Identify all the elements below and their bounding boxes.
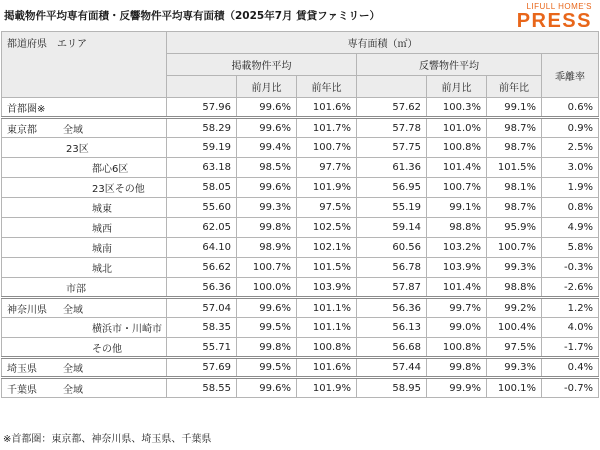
area-cell <box>2 198 167 218</box>
value-cell-div: 2.5% <box>542 138 599 158</box>
value-cell-listed-yoy: 101.7% <box>297 118 357 138</box>
value-cell-listed: 58.05 <box>167 178 237 198</box>
value-cell-resp: 56.36 <box>357 298 427 318</box>
value-cell-resp: 58.95 <box>357 378 427 398</box>
value-cell-div: -0.3% <box>542 258 599 278</box>
area-label: 城東 <box>92 204 112 215</box>
table-row <box>2 318 599 338</box>
value-cell-resp-mom: 99.1% <box>427 198 487 218</box>
value-cell-resp-mom: 103.9% <box>427 258 487 278</box>
value-cell-resp-yoy: 101.5% <box>487 158 542 178</box>
value-cell-resp: 56.68 <box>357 338 427 358</box>
value-cell-listed-mom: 99.4% <box>237 138 297 158</box>
area-label: 市部 <box>66 283 86 295</box>
value-cell-resp: 56.95 <box>357 178 427 198</box>
area-label: 23区 <box>66 144 89 155</box>
value-cell-div: 1.9% <box>542 178 599 198</box>
value-cell-listed-yoy: 101.6% <box>297 358 357 378</box>
area-label: 23区その他 <box>92 184 145 195</box>
value-cell-resp-mom: 98.8% <box>427 218 487 238</box>
lifull-homes-press-logo <box>517 2 592 31</box>
logo-brand-text: LIFULL HOME'S <box>526 2 592 11</box>
table-row <box>2 178 599 198</box>
page-title: 掲載物件平均専有面積・反響物件平均専有面積（2025年7月 賃貸ファミリー） <box>4 10 380 22</box>
table-row <box>2 118 599 138</box>
value-cell-listed: 64.10 <box>167 238 237 258</box>
value-cell-listed: 55.60 <box>167 198 237 218</box>
value-cell-resp-yoy: 99.3% <box>487 258 542 278</box>
header-resp-value <box>357 76 427 98</box>
area-label: 全域 <box>63 384 83 396</box>
value-cell-resp-mom: 100.7% <box>427 178 487 198</box>
value-cell-resp: 57.78 <box>357 118 427 138</box>
value-cell-resp: 57.62 <box>357 98 427 118</box>
value-cell-resp-mom: 99.8% <box>427 358 487 378</box>
value-cell-div: 0.4% <box>542 358 599 378</box>
value-cell-listed-mom: 99.5% <box>237 318 297 338</box>
value-cell-resp-mom: 100.8% <box>427 138 487 158</box>
header-divergence: 乖離率 <box>542 54 599 98</box>
value-cell-resp-mom: 99.7% <box>427 298 487 318</box>
value-cell-resp-yoy: 98.7% <box>487 118 542 138</box>
table-row <box>2 158 599 178</box>
area-cell <box>2 358 167 378</box>
value-cell-listed: 57.04 <box>167 298 237 318</box>
value-cell-resp-mom: 99.9% <box>427 378 487 398</box>
value-cell-div: 4.9% <box>542 218 599 238</box>
header-listed-avg: 掲載物件平均 <box>167 54 357 76</box>
area-label: 横浜市・川崎市 <box>92 324 162 335</box>
value-cell-listed-mom: 99.6% <box>237 378 297 398</box>
value-cell-resp: 56.13 <box>357 318 427 338</box>
table-row <box>2 238 599 258</box>
area-label: 全域 <box>63 364 83 375</box>
value-cell-listed-yoy: 103.9% <box>297 278 357 298</box>
area-cell <box>2 98 167 118</box>
table-body <box>2 98 599 398</box>
value-cell-listed-yoy: 101.1% <box>297 318 357 338</box>
value-cell-listed-mom: 100.0% <box>237 278 297 298</box>
area-cell <box>2 178 167 198</box>
area-cell <box>2 258 167 278</box>
value-cell-listed-yoy: 102.5% <box>297 218 357 238</box>
prefecture-label: 東京都 <box>7 124 37 136</box>
table-row <box>2 338 599 358</box>
area-label: 城北 <box>92 264 112 275</box>
area-cell <box>2 298 167 318</box>
value-cell-resp: 56.78 <box>357 258 427 278</box>
value-cell-listed-yoy: 100.8% <box>297 338 357 358</box>
value-cell-resp-mom: 103.2% <box>427 238 487 258</box>
value-cell-resp-yoy: 98.8% <box>487 278 542 298</box>
value-cell-listed-mom: 99.5% <box>237 358 297 378</box>
value-cell-resp-mom: 99.0% <box>427 318 487 338</box>
value-cell-resp-mom: 101.0% <box>427 118 487 138</box>
value-cell-resp-mom: 101.4% <box>427 278 487 298</box>
value-cell-listed-mom: 99.6% <box>237 98 297 118</box>
value-cell-listed-mom: 99.3% <box>237 198 297 218</box>
area-cell <box>2 378 167 398</box>
header-resp-yoy: 前年比 <box>487 76 542 98</box>
area-cell <box>2 318 167 338</box>
value-cell-listed: 57.96 <box>167 98 237 118</box>
area-label: 全域 <box>63 124 83 136</box>
value-cell-listed-yoy: 101.1% <box>297 298 357 318</box>
area-label: 都心6区 <box>92 164 129 175</box>
value-cell-resp-yoy: 98.1% <box>487 178 542 198</box>
value-cell-listed-mom: 99.8% <box>237 218 297 238</box>
table-row <box>2 218 599 238</box>
prefecture-label: 首都圏※ <box>7 103 46 115</box>
area-cell <box>2 278 167 298</box>
value-cell-resp: 57.87 <box>357 278 427 298</box>
value-cell-listed-yoy: 102.1% <box>297 238 357 258</box>
value-cell-listed-yoy: 101.9% <box>297 178 357 198</box>
area-label: 全域 <box>63 304 83 316</box>
value-cell-listed: 58.55 <box>167 378 237 398</box>
value-cell-div: 3.0% <box>542 158 599 178</box>
area-label: 城南 <box>92 244 112 255</box>
value-cell-listed: 56.36 <box>167 278 237 298</box>
prefecture-label: 埼玉県 <box>7 364 37 375</box>
header-resp-mom: 前月比 <box>427 76 487 98</box>
area-cell <box>2 138 167 158</box>
value-cell-resp-yoy: 100.7% <box>487 238 542 258</box>
area-cell <box>2 338 167 358</box>
value-cell-div: 1.2% <box>542 298 599 318</box>
header-response-avg: 反響物件平均 <box>357 54 542 76</box>
value-cell-listed-mom: 100.7% <box>237 258 297 278</box>
value-cell-resp-yoy: 99.3% <box>487 358 542 378</box>
value-cell-listed: 58.29 <box>167 118 237 138</box>
area-table <box>1 31 599 398</box>
value-cell-resp-yoy: 99.2% <box>487 298 542 318</box>
value-cell-listed-mom: 98.5% <box>237 158 297 178</box>
area-cell <box>2 158 167 178</box>
value-cell-listed: 63.18 <box>167 158 237 178</box>
header-area-sq: 専有面積（㎡） <box>167 32 599 54</box>
value-cell-resp-yoy: 100.1% <box>487 378 542 398</box>
value-cell-div: -2.6% <box>542 278 599 298</box>
value-cell-div: -0.7% <box>542 378 599 398</box>
value-cell-resp-mom: 100.3% <box>427 98 487 118</box>
header-listed-value <box>167 76 237 98</box>
table-row <box>2 138 599 158</box>
value-cell-resp-mom: 101.4% <box>427 158 487 178</box>
value-cell-listed-yoy: 97.5% <box>297 198 357 218</box>
value-cell-resp-yoy: 95.9% <box>487 218 542 238</box>
area-cell <box>2 218 167 238</box>
table-row <box>2 258 599 278</box>
value-cell-listed-yoy: 100.7% <box>297 138 357 158</box>
value-cell-div: 0.8% <box>542 198 599 218</box>
value-cell-listed-yoy: 97.7% <box>297 158 357 178</box>
value-cell-listed: 59.19 <box>167 138 237 158</box>
value-cell-resp-yoy: 99.1% <box>487 98 542 118</box>
table-row <box>2 98 599 118</box>
value-cell-resp: 57.75 <box>357 138 427 158</box>
value-cell-listed-mom: 99.8% <box>237 338 297 358</box>
value-cell-resp: 61.36 <box>357 158 427 178</box>
value-cell-listed-mom: 99.6% <box>237 118 297 138</box>
value-cell-resp-yoy: 98.7% <box>487 198 542 218</box>
value-cell-div: 0.6% <box>542 98 599 118</box>
value-cell-div: 4.0% <box>542 318 599 338</box>
table-row <box>2 298 599 318</box>
area-cell <box>2 118 167 138</box>
table-row <box>2 278 599 298</box>
value-cell-resp: 60.56 <box>357 238 427 258</box>
value-cell-listed-mom: 99.6% <box>237 298 297 318</box>
value-cell-resp: 59.14 <box>357 218 427 238</box>
footnote: ※首都圏：東京都、神奈川県、埼玉県、千葉県 <box>3 434 212 445</box>
prefecture-label: 神奈川県 <box>7 304 47 316</box>
table-row <box>2 358 599 378</box>
table-row <box>2 378 599 398</box>
value-cell-div: 0.9% <box>542 118 599 138</box>
value-cell-listed-yoy: 101.5% <box>297 258 357 278</box>
value-cell-listed: 58.35 <box>167 318 237 338</box>
value-cell-resp: 55.19 <box>357 198 427 218</box>
header-area: 都道府県 エリア <box>2 32 167 98</box>
value-cell-listed: 55.71 <box>167 338 237 358</box>
table-row <box>2 198 599 218</box>
value-cell-listed: 56.62 <box>167 258 237 278</box>
area-cell <box>2 238 167 258</box>
area-label: 城西 <box>92 224 112 235</box>
header-listed-mom: 前月比 <box>237 76 297 98</box>
value-cell-div: -1.7% <box>542 338 599 358</box>
logo-press-text: PRESS <box>516 10 592 32</box>
value-cell-listed-yoy: 101.6% <box>297 98 357 118</box>
value-cell-resp-mom: 100.8% <box>427 338 487 358</box>
value-cell-resp-yoy: 100.4% <box>487 318 542 338</box>
value-cell-div: 5.8% <box>542 238 599 258</box>
value-cell-listed-yoy: 101.9% <box>297 378 357 398</box>
header-listed-yoy: 前年比 <box>297 76 357 98</box>
value-cell-listed-mom: 98.9% <box>237 238 297 258</box>
area-label: その他 <box>92 343 122 355</box>
value-cell-listed-mom: 99.6% <box>237 178 297 198</box>
value-cell-listed: 57.69 <box>167 358 237 378</box>
prefecture-label: 千葉県 <box>7 384 37 396</box>
value-cell-resp: 57.44 <box>357 358 427 378</box>
value-cell-resp-yoy: 98.7% <box>487 138 542 158</box>
value-cell-resp-yoy: 97.5% <box>487 338 542 358</box>
value-cell-listed: 62.05 <box>167 218 237 238</box>
